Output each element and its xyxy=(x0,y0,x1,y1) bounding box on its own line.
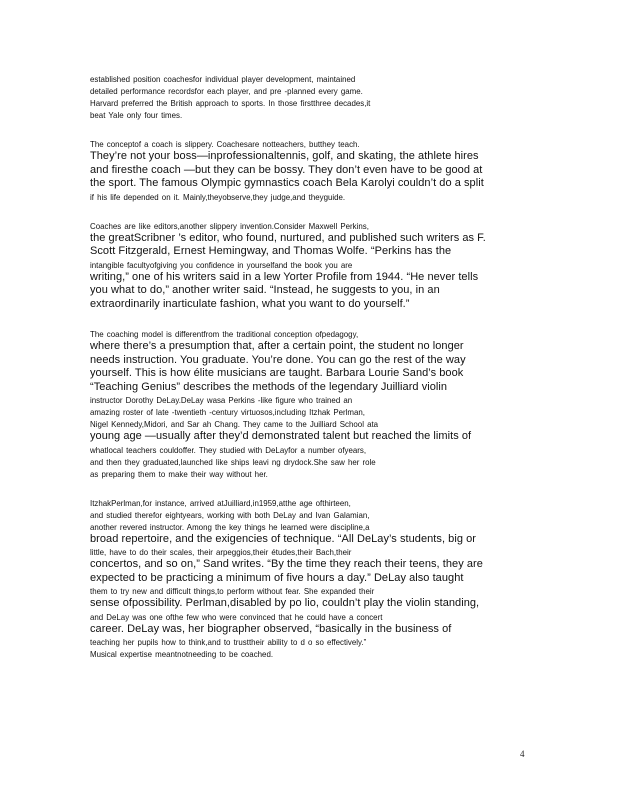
text-line: career. DeLay was, her biographer observed, “basically in the business of xyxy=(90,622,452,635)
paragraph xyxy=(90,328,542,480)
paragraph xyxy=(90,220,542,312)
text-line: established position coachesfor individual player development, maintained xyxy=(90,74,356,84)
text-line: Coaches are like editors,another slippery invention.Consider Maxwell Perkins, xyxy=(90,220,369,231)
text-line: writing,” one of his writers said in a lew Yorter Profile from 1944. “He never tells xyxy=(90,270,479,283)
text-line: whatlocal teachers couldoffer. They studied with DeLayfor a number ofyears, xyxy=(90,444,367,455)
text-line: intangible facultyofgiving you confidence in yourselfand the book you are xyxy=(90,259,353,270)
text-line: you what to do,” another writer said. “Instead, he suggests to you, in an xyxy=(90,284,440,296)
text-line: young age —usually after they’d demonstrated talent but reached the limits of xyxy=(90,430,472,442)
paragraph xyxy=(90,497,542,661)
text-line: and studied therefor eightyears, working with both DeLay and Ivan Galamian, xyxy=(90,509,370,520)
text-line: The coaching model is differentfrom the traditional conception ofpedagogy, xyxy=(90,329,359,339)
text-line: little, have to do their scales, their arpeggios,their études,their Bach,their xyxy=(90,547,352,557)
text-line: where there’s a presumption that, after a certain point, the student no longer xyxy=(90,340,464,352)
body-text xyxy=(90,73,542,677)
text-line: if his life depended on it. Mainly,theyobserve,they judge,and theyguide. xyxy=(90,191,346,202)
text-line: detailed performance recordsfor each player, and pre -planned every game. xyxy=(90,86,363,96)
paragraph xyxy=(90,138,542,203)
text-line: teaching her pupils how to think,and to trusttheir ability to d o so effectively.” xyxy=(90,637,367,647)
page-number: 4 xyxy=(520,749,525,759)
text-line: ItzhakPerlman,for instance, arrived atJuilliard,in1959,atthe age ofthirteen, xyxy=(90,497,351,508)
text-line: the greatScribner ’s editor, who found, nurtured, and published such writers as F. xyxy=(90,231,486,244)
text-line: expected to be practicing a minimum of five hours a day.” DeLay also taught xyxy=(90,571,464,584)
text-line: Harvard preferred the British approach to sports. In those firstthree decades,it xyxy=(90,98,371,108)
text-line: “Teaching Genius” describes the methods of the legendary Juilliard violin xyxy=(90,380,448,393)
text-line: them to try new and difficult things,to perform without fear. She expanded their xyxy=(90,586,375,596)
text-line: sense ofpossibility. Perlman,disabled by po lio, couldn’t play the violin standing, xyxy=(90,597,480,609)
text-line: needs instruction. You graduate. You’re done. You can go the rest of the way xyxy=(90,353,466,366)
text-line: The conceptof a coach is slippery. Coachesare notteachers, butthey teach. xyxy=(90,139,360,149)
paragraph xyxy=(90,73,542,121)
text-line: Musical expertise meantnotneeding to be coached. xyxy=(90,649,274,659)
text-line: concertos, and so on,” Sand writes. “By the time they reach their teens, they are xyxy=(90,558,483,570)
text-line: and then they graduated,launched like ships leavi ng drydock.She saw her role xyxy=(90,456,376,467)
text-line: Scott Fitzgerald, Ernest Hemingway, and Thomas Wolfe. “Perkins has the xyxy=(90,245,452,257)
text-line: and DeLay was one ofthe few who were convinced that he could have a concert xyxy=(90,611,383,622)
text-line: instructor Dorothy DeLay.DeLay wasa Perkins -like figure who trained an xyxy=(90,395,353,405)
text-line: beat Yale only four times. xyxy=(90,110,183,120)
text-line: the sport. The famous Olympic gymnastics coach Bela Karolyi couldn’t do a split xyxy=(90,177,484,189)
text-line: as preparing them to make their way without her. xyxy=(90,468,268,479)
text-line: amazing roster of late -twentieth -century virtuosos,including Itzhak Perlman, xyxy=(90,407,365,417)
text-line: extraordinarily inarticulate fashion, what you want to do yourself.” xyxy=(90,297,410,310)
text-line: broad repertoire, and the exigencies of technique. “All DeLay’s students, big or xyxy=(90,532,476,545)
text-line: yourself. This is how élite musicians are taught. Barbara Lourie Sand’s book xyxy=(90,367,464,379)
text-line: and firesthe coach —but they can be bossy. They don’t even have to be good at xyxy=(90,163,483,176)
text-line: They’re not your boss—inprofessionaltennis, golf, and skating, the athlete hires xyxy=(90,150,479,162)
text-line: Nigel Kennedy,Midori, and Sar ah Chang. They came to the Juilliard School ata xyxy=(90,419,379,429)
text-line: another revered instructor. Among the key things he learned were discipline,a xyxy=(90,521,370,532)
